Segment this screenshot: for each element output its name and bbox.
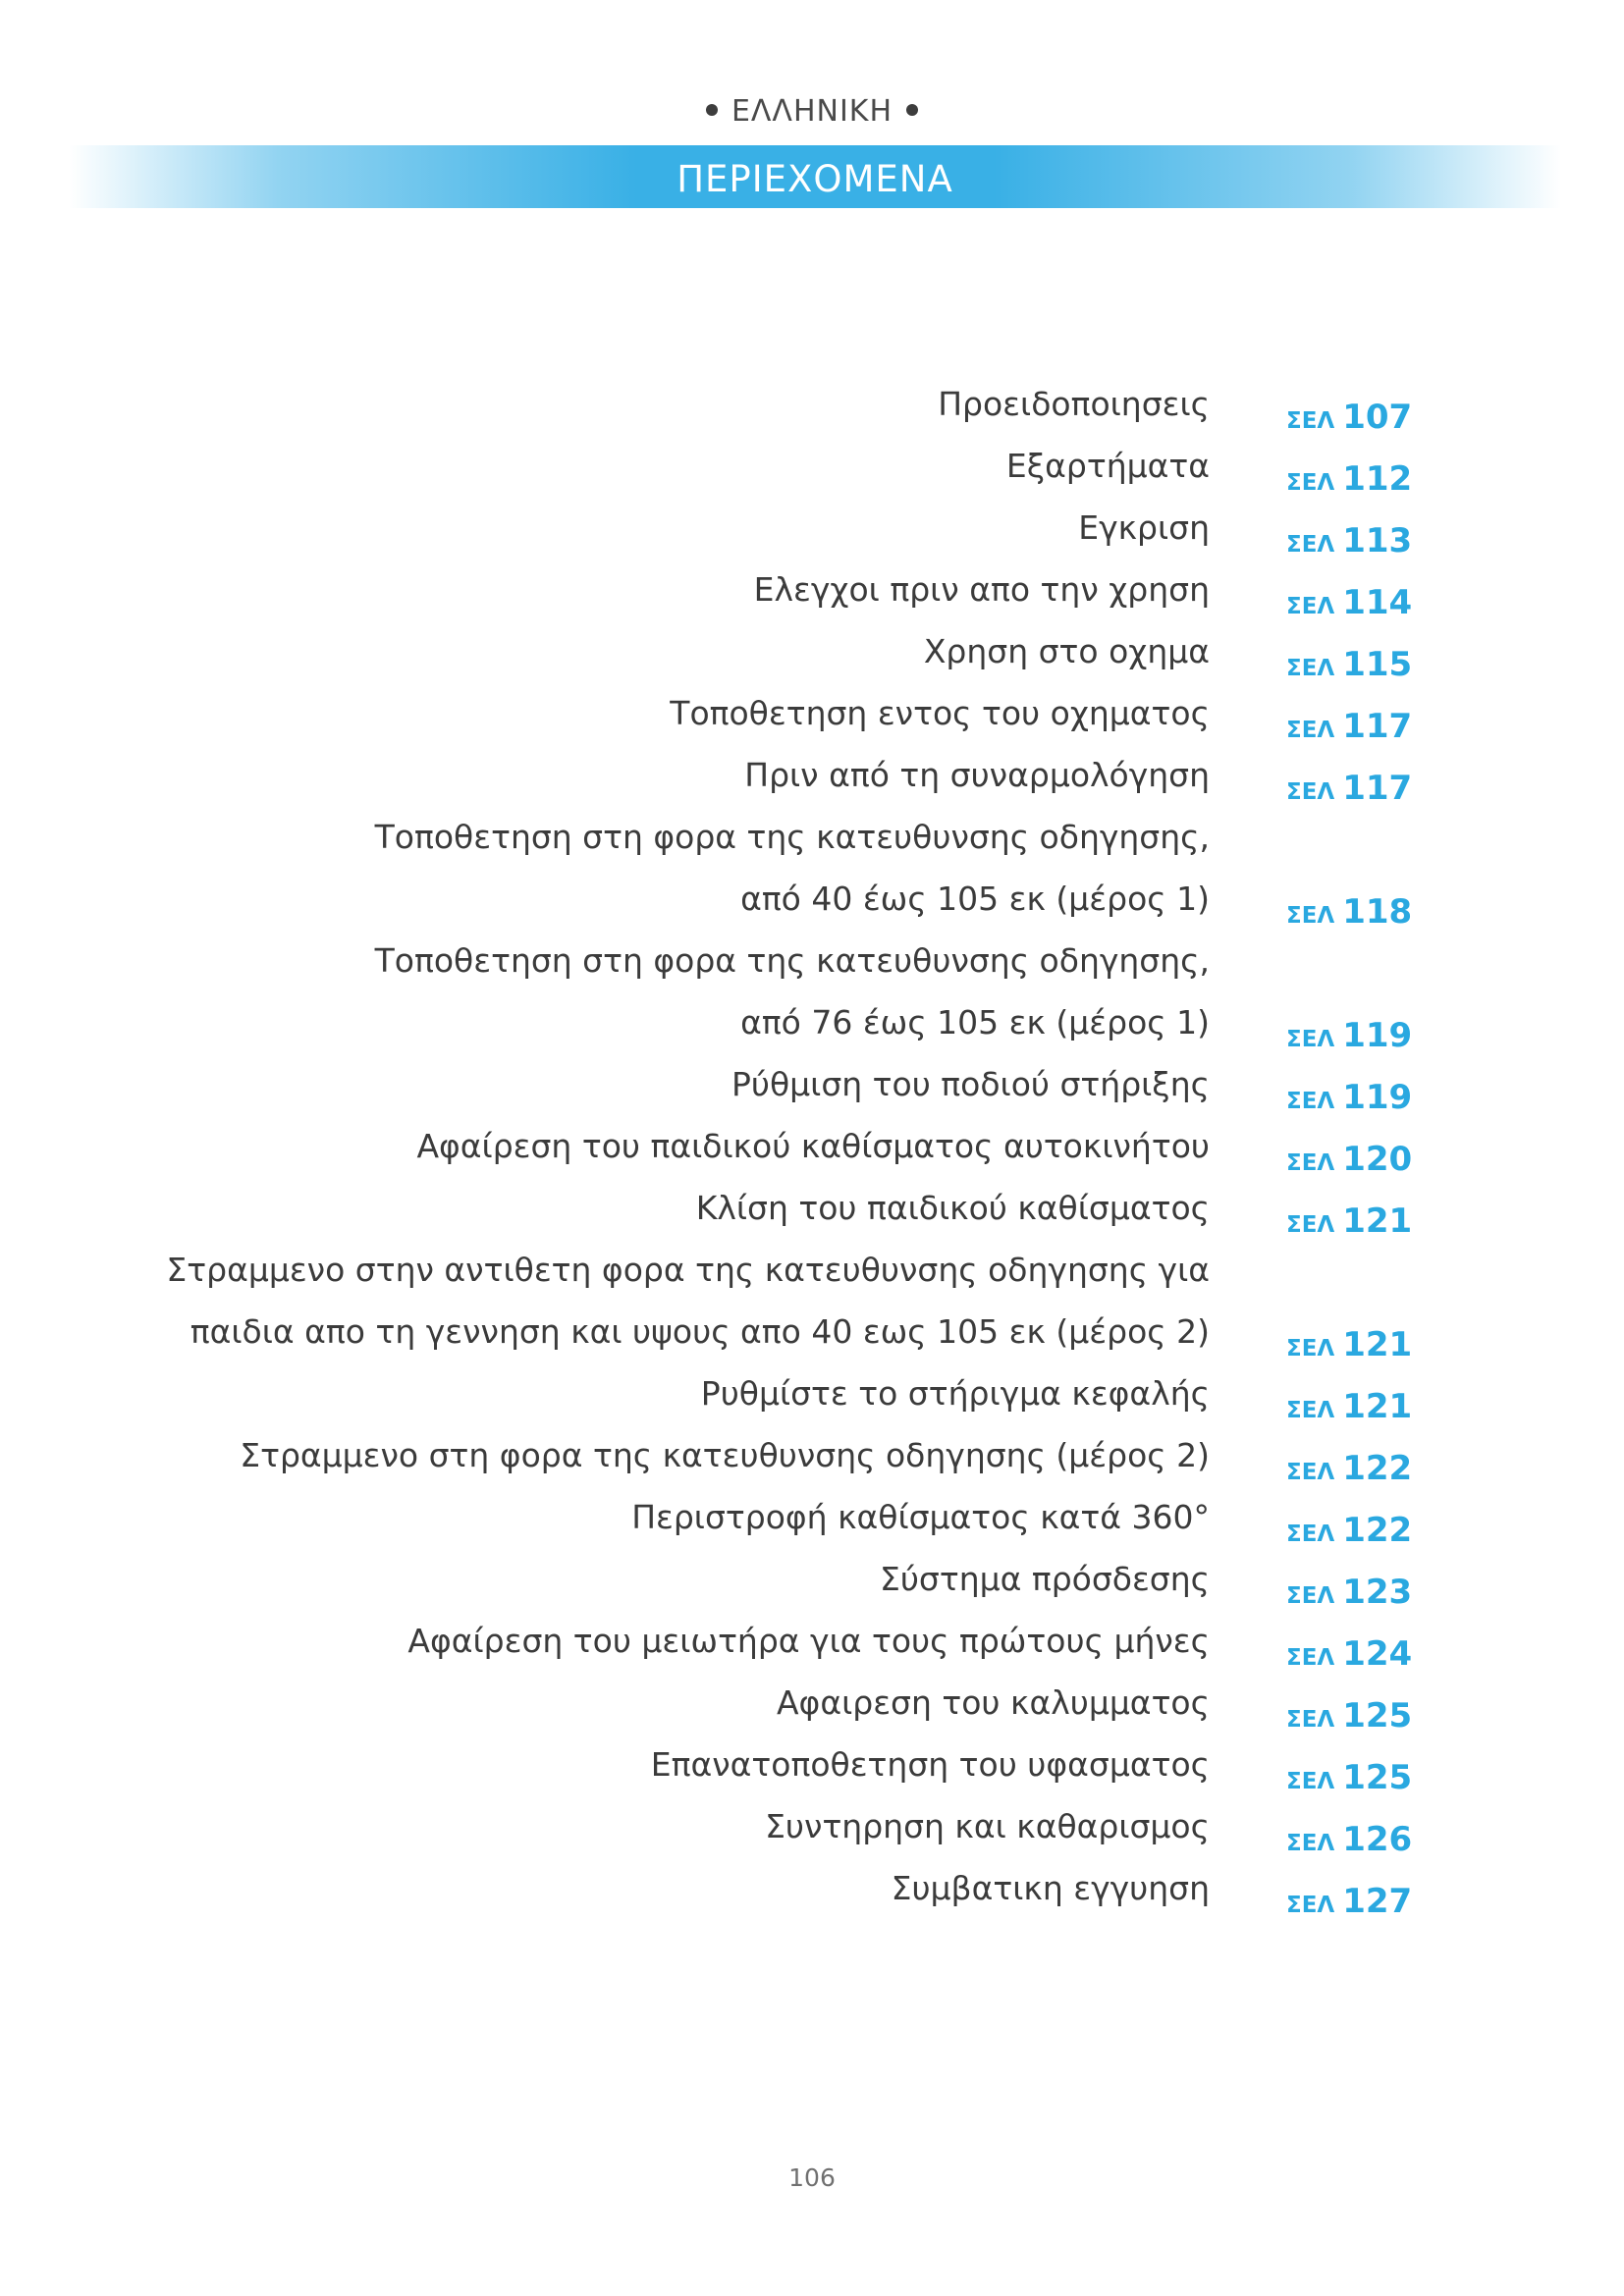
page-prefix: ΣΕΛ [1286, 408, 1335, 434]
toc-entry-text: Προειδοποιησεις [938, 385, 1210, 423]
toc-entry-text: Τοποθετηση στη φορα της κατευθυνσης οδηγησης, [374, 941, 1210, 980]
page-ref-number: 119 [1342, 1016, 1413, 1055]
toc-entry-text: Συμβατικη εγγυηση [891, 1869, 1210, 1907]
toc-entry-text: Αφαίρεση του παιδικού καθίσματος αυτοκινήτου [416, 1127, 1210, 1165]
toc-page-ref [1286, 1573, 1412, 1618]
language-label [0, 94, 1624, 129]
page-number: 106 [788, 2163, 836, 2192]
page-ref-number: 121 [1342, 1201, 1413, 1241]
page-prefix: ΣΕΛ [1286, 656, 1335, 681]
page-prefix: ΣΕΛ [1286, 1893, 1335, 1918]
toc-entry-text: Σύστημα πρόσδεσης [879, 1560, 1210, 1598]
page-title: ΠΕΡΙΕΧΟΜΕΝΑ [677, 158, 953, 200]
page-prefix: ΣΕΛ [1286, 1150, 1335, 1176]
toc-page-ref [1286, 1882, 1412, 1927]
toc-entry-text: Τοποθετηση εντος του οχηματος [670, 694, 1210, 732]
toc-entry-text: Αφαιρεση του καλυμματος [776, 1683, 1210, 1722]
toc-entry-text: Πριν από τη συναρμολόγηση [744, 756, 1210, 794]
page-prefix: ΣΕΛ [1286, 1212, 1335, 1238]
toc-page-ref [1286, 1820, 1412, 1865]
toc-page-ref [1286, 1758, 1412, 1803]
language-text: ΕΛΛΗΝΙΚΗ [731, 94, 893, 129]
toc-entry-text: Αφαίρεση του μειωτήρα για τους πρώτους μήνες [407, 1622, 1210, 1660]
bullet-dot-icon [706, 104, 718, 116]
page-prefix: ΣΕΛ [1286, 470, 1335, 496]
page-ref-number: 120 [1342, 1140, 1413, 1179]
toc-entry-text: Στραμμενο στη φορα της κατευθυνσης οδηγησης (μέρος 2) [240, 1436, 1210, 1474]
toc-entry-text: Ρύθμιση του ποδιού στήριξης [731, 1065, 1210, 1103]
page-ref-number: 107 [1342, 398, 1413, 437]
toc-entry-text: Ελεγχοι πριν απο την χρηση [753, 570, 1210, 609]
toc-page-ref [1286, 521, 1412, 566]
toc-entry-text: παιδια απο τη γεννηση και υψους απο 40 εως 105 εκ (μέρος 2) [189, 1312, 1210, 1351]
page-ref-number: 115 [1342, 645, 1413, 684]
toc-page-ref [1286, 583, 1412, 628]
toc-entry-text: Τοποθετηση στη φορα της κατευθυνσης οδηγησης, [374, 818, 1210, 856]
toc-entry-text: Στραμμενο στην αντιθετη φορα της κατευθυνσης οδηγησης για [166, 1251, 1210, 1289]
toc-page-ref [1286, 1511, 1412, 1556]
page-prefix: ΣΕΛ [1286, 594, 1335, 619]
page-prefix: ΣΕΛ [1286, 1089, 1335, 1114]
page-prefix: ΣΕΛ [1286, 1707, 1335, 1733]
toc-page-ref [1286, 1449, 1412, 1494]
page-prefix: ΣΕΛ [1286, 1460, 1335, 1485]
page-ref-number: 112 [1342, 459, 1413, 499]
toc-entry-text: από 76 έως 105 εκ (μέρος 1) [740, 1003, 1210, 1041]
toc-entry-text: Επανατοποθετηση του υφασματος [650, 1745, 1210, 1784]
toc-entry-text: από 40 έως 105 εκ (μέρος 1) [740, 880, 1210, 918]
toc-page-ref [1286, 1140, 1412, 1185]
page-prefix: ΣΕΛ [1286, 779, 1335, 805]
page-ref-number: 125 [1342, 1696, 1413, 1735]
page-ref-number: 122 [1342, 1449, 1413, 1488]
page-ref-number: 125 [1342, 1758, 1413, 1797]
page-ref-number: 117 [1342, 769, 1413, 808]
toc-page-ref [1286, 645, 1412, 690]
page-ref-number: 118 [1342, 892, 1413, 932]
page-ref-number: 114 [1342, 583, 1413, 622]
toc-page-ref [1286, 1016, 1412, 1061]
page-ref-number: 126 [1342, 1820, 1413, 1859]
toc-entry-text: Ρυθμίστε το στήριγμα κεφαλής [700, 1374, 1210, 1413]
toc-page-ref [1286, 769, 1412, 814]
toc-entry-text: Εγκριση [1078, 508, 1210, 547]
page-prefix: ΣΕΛ [1286, 903, 1335, 929]
toc-page-ref [1286, 707, 1412, 752]
page-prefix: ΣΕΛ [1286, 1645, 1335, 1671]
toc-entry-text: Κλίση του παιδικού καθίσματος [695, 1189, 1210, 1227]
page-prefix: ΣΕΛ [1286, 1769, 1335, 1794]
page-ref-number: 119 [1342, 1078, 1413, 1117]
toc-page-ref [1286, 459, 1412, 505]
toc-entry-text: Χρηση στο οχημα [923, 632, 1210, 670]
toc-entry-text: Εξαρτήματα [1005, 447, 1210, 485]
page-prefix: ΣΕΛ [1286, 1027, 1335, 1052]
page-prefix: ΣΕΛ [1286, 1336, 1335, 1362]
page-prefix: ΣΕΛ [1286, 1831, 1335, 1856]
toc-page-ref [1286, 1201, 1412, 1247]
page-ref-number: 117 [1342, 707, 1413, 746]
page-ref-number: 127 [1342, 1882, 1413, 1921]
toc-entry-text: Συντηρηση και καθαρισμος [765, 1807, 1210, 1845]
toc-page-ref [1286, 1325, 1412, 1370]
toc-page-ref [1286, 892, 1412, 937]
page-prefix: ΣΕΛ [1286, 1522, 1335, 1547]
toc-page-ref [1286, 1696, 1412, 1741]
page-ref-number: 113 [1342, 521, 1413, 561]
toc-page-ref [1286, 398, 1412, 443]
title-banner [69, 145, 1561, 208]
page-prefix: ΣΕΛ [1286, 532, 1335, 558]
toc-entry-text: Περιστροφή καθίσματος κατά 360° [631, 1498, 1210, 1536]
toc-page-ref [1286, 1634, 1412, 1680]
page-ref-number: 121 [1342, 1325, 1413, 1364]
toc-page-ref [1286, 1387, 1412, 1432]
page-ref-number: 124 [1342, 1634, 1413, 1674]
page-ref-number: 122 [1342, 1511, 1413, 1550]
toc-page-ref [1286, 1078, 1412, 1123]
page-prefix: ΣΕΛ [1286, 1398, 1335, 1423]
page-ref-number: 121 [1342, 1387, 1413, 1426]
page-ref-number: 123 [1342, 1573, 1413, 1612]
bullet-dot-icon [906, 104, 918, 116]
page-prefix: ΣΕΛ [1286, 718, 1335, 743]
page-prefix: ΣΕΛ [1286, 1583, 1335, 1609]
